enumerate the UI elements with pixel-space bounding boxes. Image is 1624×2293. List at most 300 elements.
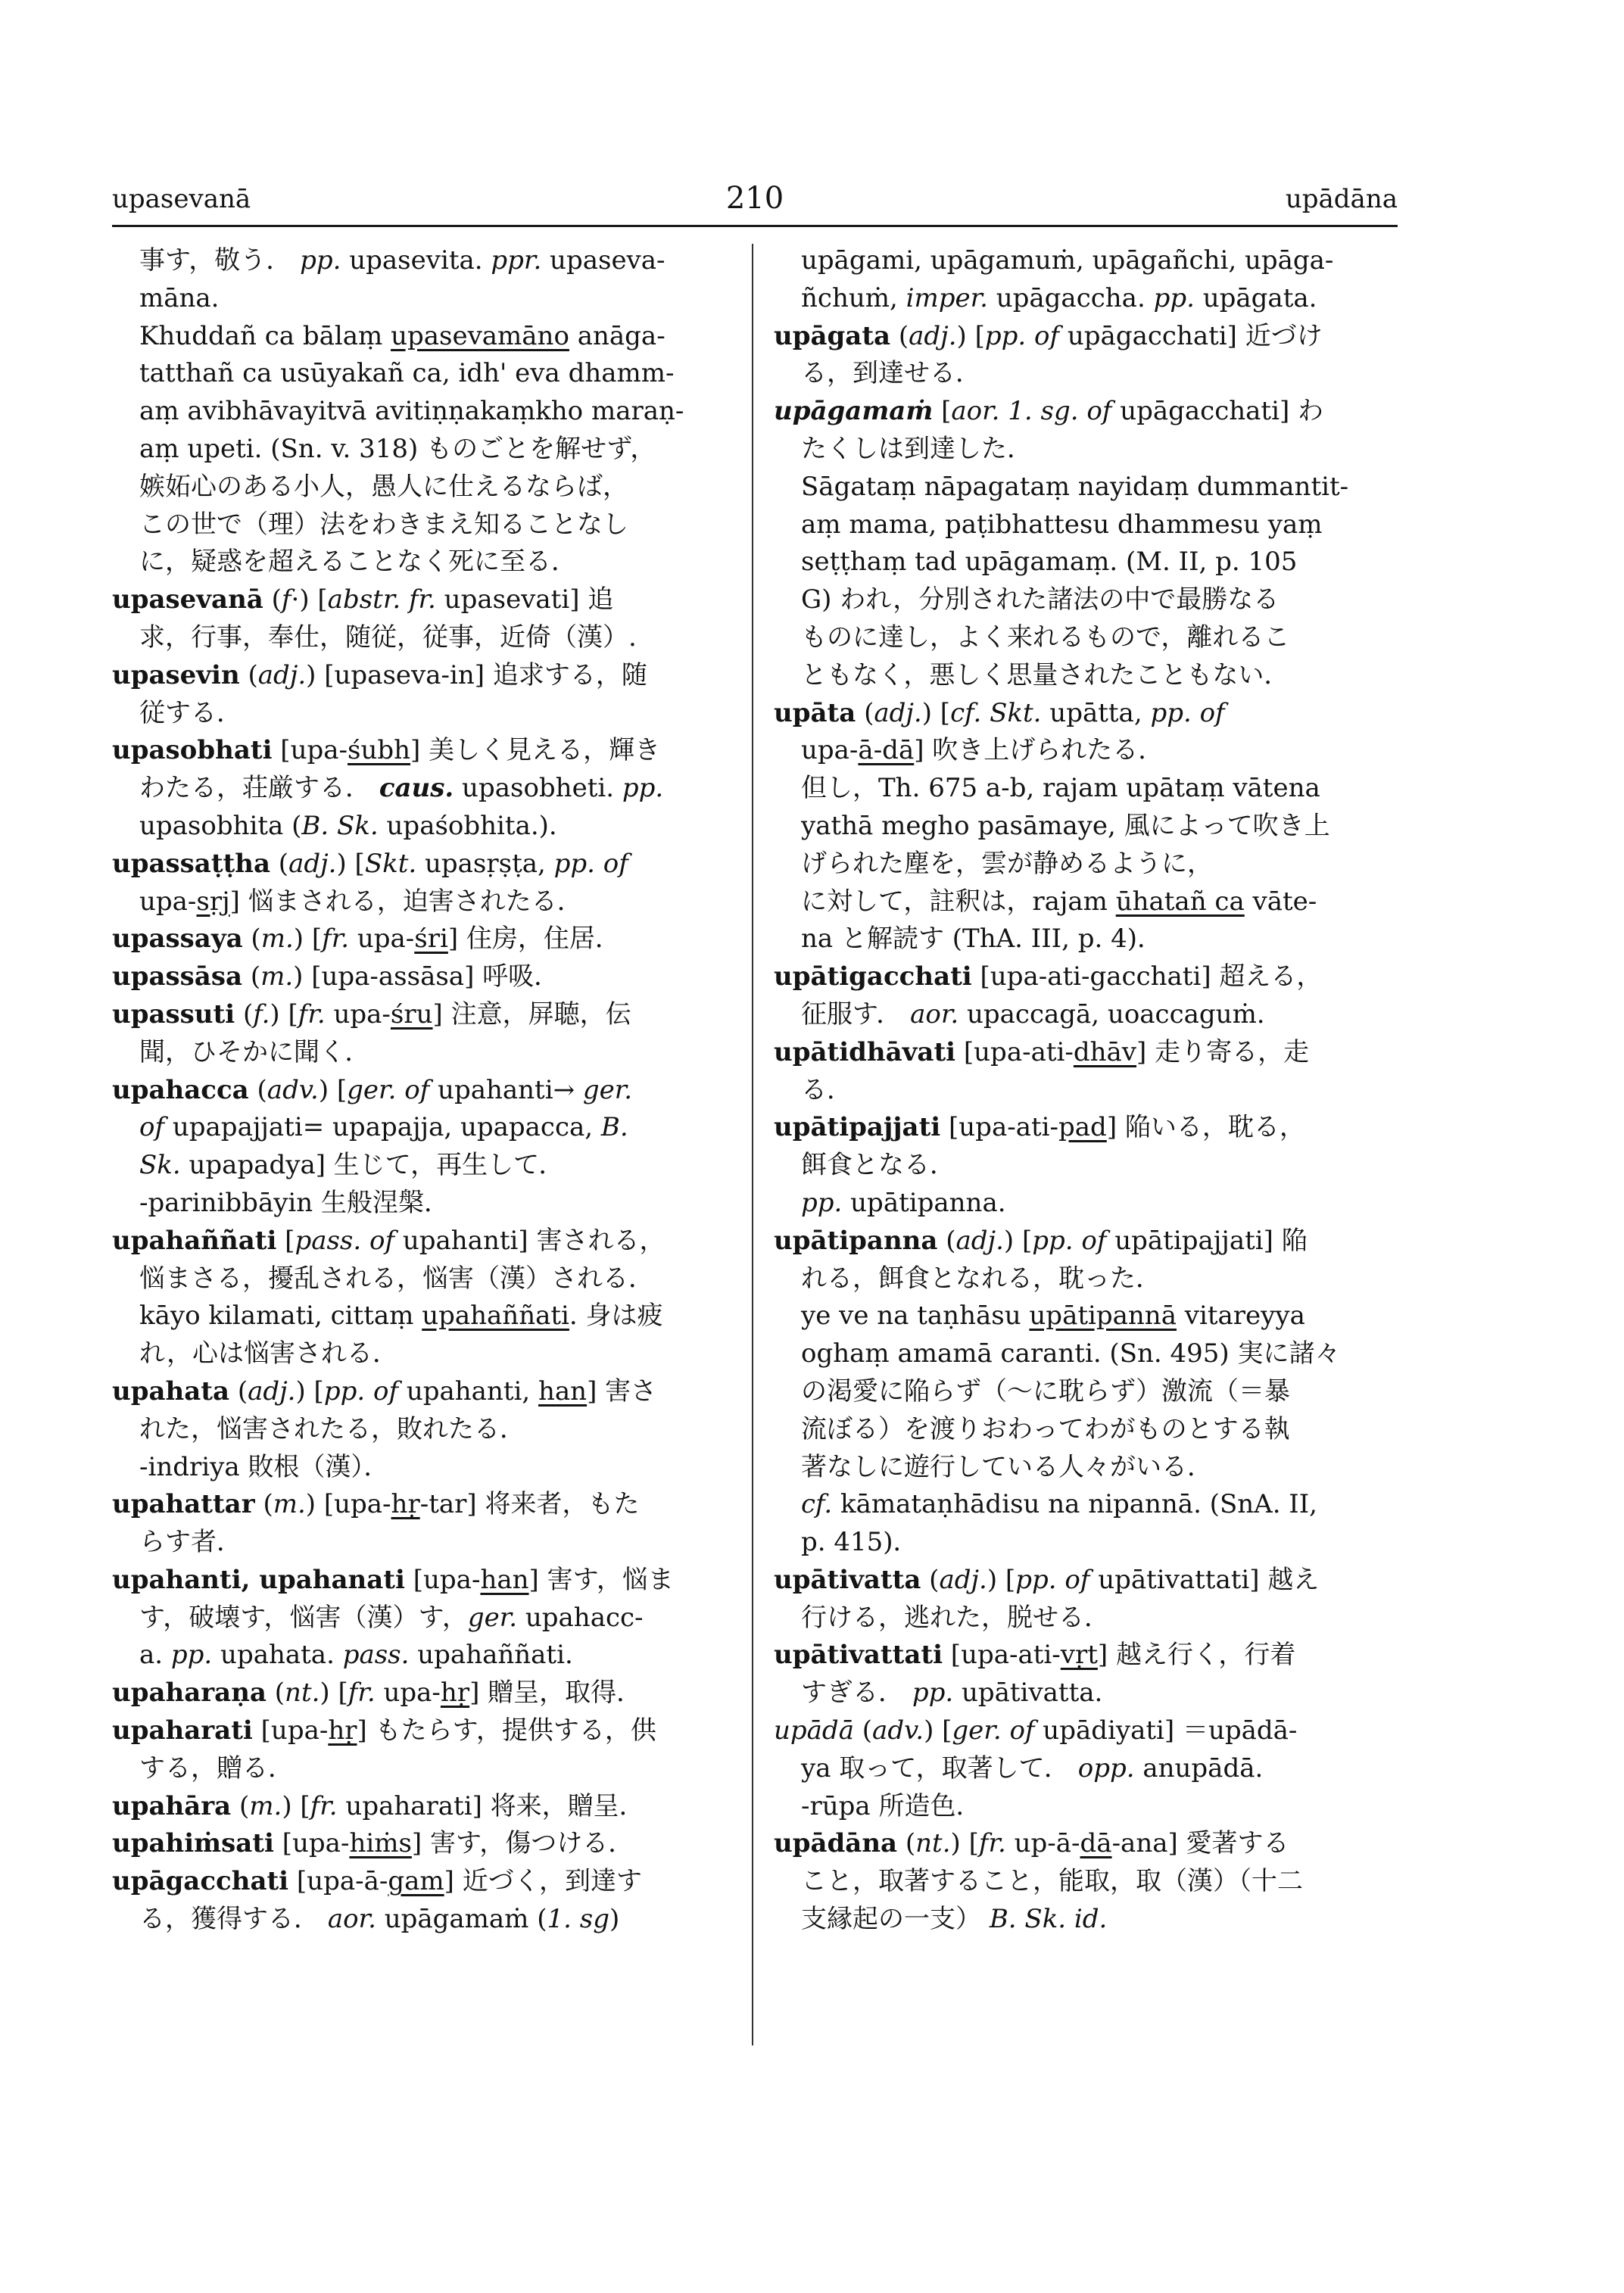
grammar-label: f — [281, 584, 291, 615]
entry-line — [774, 1072, 1398, 1110]
grammar-label: m. — [260, 924, 294, 955]
entry-line — [774, 1449, 1398, 1487]
grammar-label: pass. of — [295, 1225, 395, 1256]
entry-text: ) [ — [282, 1790, 310, 1821]
entry-text: upapadya] 生じて，再生して． — [180, 1150, 565, 1181]
page-header — [112, 181, 1398, 220]
entry-line — [774, 732, 1398, 770]
headword: upassāsa — [112, 961, 243, 992]
entry-text: upasevita. — [341, 245, 491, 276]
entry-line — [112, 657, 739, 695]
entry-line — [112, 393, 739, 431]
headword: upahaññati — [112, 1225, 277, 1256]
entry-line — [774, 695, 1398, 733]
entry-text: kāmataṇhādisu na nipannā. (SnA. II, — [832, 1489, 1317, 1520]
entry-text: [upa-ati-gacchati] 超える， — [971, 961, 1323, 992]
headword: upahāra — [112, 1790, 232, 1821]
entry-text: ものに達し，よく来れるもので，離れるこ — [801, 622, 1290, 653]
entry-text: ) [ — [1003, 1225, 1033, 1256]
entry-text: ( — [270, 848, 289, 879]
entry-text: ā-dā — [858, 735, 915, 766]
entry-line — [774, 1373, 1398, 1411]
grammar-label: pp. of — [1015, 1564, 1090, 1595]
entry-text: gam — [388, 1866, 444, 1897]
entry-text: げられた塵を，雲が静めるように， — [801, 848, 1213, 879]
entry-line — [112, 695, 739, 733]
grammar-label: pp. — [300, 245, 341, 276]
grammar-label: adj. — [909, 320, 957, 351]
entry-text: anāga- — [569, 320, 665, 351]
entry-text: aṃ mama, paṭibhattesu dhammesu yaṃ — [801, 509, 1323, 540]
entry-text: れた，悩害されたる，敗れたる． — [139, 1413, 525, 1444]
entry-line — [112, 1675, 739, 1712]
entry-text: . 身は疲 — [569, 1301, 663, 1332]
entry-text: ) [upaseva-in] 追求する，随 — [306, 659, 647, 690]
entry-text: [upa-ati- — [940, 1112, 1058, 1143]
entry-text: hṛ — [440, 1678, 470, 1709]
entry-line — [774, 355, 1398, 393]
entry-line — [774, 921, 1398, 958]
entry-line — [112, 619, 739, 657]
entry-text: ] 害す，傷つける． — [411, 1828, 634, 1859]
entry-line — [774, 1524, 1398, 1562]
entry-text: ( — [248, 1074, 267, 1105]
entry-line — [112, 1486, 739, 1524]
entry-text: 事す，敬う． — [139, 245, 301, 276]
grammar-label: fr. — [310, 1790, 338, 1821]
entry-text: vitareyya — [1176, 1301, 1305, 1332]
grammar-label: adj. — [257, 659, 307, 690]
entry-text: わたる，荘厳する． — [139, 773, 379, 804]
entry-line — [774, 1147, 1398, 1185]
entry-text: hiṁs — [349, 1828, 412, 1859]
entry-line — [774, 393, 1398, 431]
entry-text: ( — [937, 1225, 956, 1256]
entry-text: 嫉妬心のある小人，愚人に仕えるならば， — [139, 471, 628, 502]
entry-text: hṛ — [328, 1715, 357, 1746]
entry-text: 餌食となる． — [801, 1150, 955, 1181]
entry-text: śri — [414, 924, 448, 955]
entry-line — [112, 1901, 739, 1939]
headword: upāgacchati — [112, 1866, 289, 1897]
entry-text: pad — [1058, 1112, 1107, 1143]
entry-text: dhāv — [1073, 1036, 1137, 1067]
entry-line — [774, 770, 1398, 808]
entry-text: ñchuṁ, — [801, 282, 906, 313]
headword: upātipajjati — [774, 1112, 941, 1143]
entry-text: ( — [263, 584, 282, 615]
entry-text: upahata. — [212, 1640, 343, 1671]
entry-text: ) [ — [318, 1074, 348, 1105]
entry-text: upahacc- — [517, 1602, 644, 1633]
headword: upasevin — [112, 659, 240, 690]
entry-text: Khuddañ ca bālaṃ — [139, 320, 391, 351]
entry-line — [774, 619, 1398, 657]
entry-text: hṛ — [391, 1489, 420, 1520]
entry-text: 征服す． — [801, 999, 911, 1030]
entry-line — [112, 921, 739, 958]
entry-line — [112, 1562, 739, 1600]
entry-text: aṃ avibhāvayitvā avitiṇṇakaṃkho maraṇ- — [139, 396, 684, 427]
entry-text: vāte- — [1244, 886, 1317, 917]
entry-line — [774, 242, 1398, 280]
entry-text: kāyo kilamati, cittaṃ — [139, 1301, 422, 1332]
grammar-label: ger. — [582, 1074, 633, 1105]
entry-line — [112, 1223, 739, 1260]
column-divider — [752, 244, 753, 2045]
grammar-label: pp. of — [1032, 1225, 1107, 1256]
entry-line — [112, 846, 739, 883]
entry-line — [774, 1109, 1398, 1147]
entry-text: upa- — [325, 999, 391, 1030]
entry-text: upahaññati — [422, 1301, 569, 1332]
entry-text: ] 害す，悩ま — [528, 1564, 674, 1595]
entry-text: れ，心は悩害される． — [139, 1338, 399, 1369]
grammar-label: pp. — [622, 773, 664, 804]
entry-line — [774, 1223, 1398, 1260]
entry-line — [774, 846, 1398, 883]
entry-text: -tar] 将来者，もた — [419, 1489, 640, 1520]
entry-text: す，破壊す，悩害（漢）す， — [139, 1602, 468, 1633]
entry-line — [112, 1712, 739, 1750]
entry-text: yathā megho pasāmaye, 風によって吹き上 — [801, 810, 1330, 841]
entry-text: ( — [242, 924, 261, 955]
entry-text: ] 悩まされる，迫害されたる． — [229, 886, 583, 917]
grammar-label: adj. — [874, 697, 922, 728]
entry-text: p. 415)． — [801, 1527, 919, 1558]
entry-line — [112, 544, 739, 581]
entry-text: Sāgataṃ nāpagataṃ nayidaṃ dummantit- — [801, 471, 1349, 502]
grammar-label: adv. — [267, 1074, 319, 1105]
grammar-label: aor. 1. sg. of — [951, 396, 1112, 427]
entry-text: る． — [801, 1074, 853, 1105]
entry-text: G) われ，分別された諸法の中で最勝なる — [801, 584, 1280, 615]
entry-line — [774, 581, 1398, 619]
entry-line — [112, 996, 739, 1034]
entry-text: ) [ — [950, 1828, 979, 1859]
headword: upaharati — [112, 1715, 253, 1746]
entry-line — [774, 1901, 1398, 1939]
entry-text: -parinibbāyin 生般涅槃． — [139, 1187, 450, 1218]
entry-text: ( — [921, 1564, 940, 1595]
entry-text: ( — [853, 1715, 873, 1746]
entry-text: 但し，Th. 675 a-b, rajam upātaṃ vātena — [801, 773, 1320, 804]
headword: upahiṁsati — [112, 1828, 274, 1859]
entry-text: upasṛṣṭa, — [416, 848, 554, 879]
grammar-label: ger. of — [347, 1074, 430, 1105]
entry-line — [774, 1411, 1398, 1449]
entry-line — [112, 469, 739, 506]
entry-text: 流ぼる）を渡りおわってわがものとする執 — [801, 1413, 1290, 1444]
entry-line — [774, 1486, 1398, 1524]
entry-line — [774, 958, 1398, 996]
entry-text: upātta, — [1041, 697, 1151, 728]
entry-line — [112, 355, 739, 393]
entry-line — [112, 1825, 739, 1863]
headword: upasevanā — [112, 584, 263, 615]
entry-line — [112, 808, 739, 846]
entry-text: ] 近づく，到達す — [444, 1866, 643, 1897]
page-number: 210 — [725, 181, 784, 216]
grammar-label: fr. — [348, 1678, 376, 1709]
entry-line — [774, 1675, 1398, 1712]
entry-text: upādiyati] ＝upādā- — [1034, 1715, 1298, 1746]
header-right-guide-word: upādāna — [1285, 184, 1398, 214]
entry-line — [112, 1373, 739, 1411]
entry-text: seṭṭhaṃ tad upāgamaṃ. (M. II, p. 105 — [801, 547, 1298, 578]
entry-line — [112, 1335, 739, 1373]
headword: upasobhati — [112, 735, 273, 766]
entry-text: ) — [609, 1904, 620, 1935]
entry-line — [112, 1034, 739, 1072]
entry-line — [112, 1863, 739, 1901]
grammar-label: opp. — [1077, 1752, 1135, 1784]
grammar-label: pp. of — [553, 848, 628, 879]
headword: upāgata — [774, 320, 891, 351]
entry-line — [112, 1524, 739, 1562]
entry-text: upaśobhita.). — [378, 810, 557, 841]
entry-text: [upa-ati- — [955, 1036, 1074, 1067]
entry-line — [112, 280, 739, 318]
entry-line — [774, 1185, 1398, 1223]
entry-text: ) [ — [295, 1375, 324, 1407]
entry-text: up-ā- — [1005, 1828, 1080, 1859]
grammar-label: cf. — [801, 1489, 833, 1520]
entry-text: ) [ — [336, 848, 365, 879]
grammar-label: f. — [253, 999, 270, 1030]
grammar-label: fr. — [298, 999, 326, 1030]
entry-text: a. — [139, 1640, 171, 1671]
entry-line — [774, 1335, 1398, 1373]
grammar-label: adv. — [872, 1715, 924, 1746]
entry-text: upa- — [801, 735, 859, 766]
entry-text: ( — [890, 320, 909, 351]
entry-text: ūhatañ ca — [1115, 886, 1245, 917]
entry-text: [upa-ati- — [943, 1640, 1061, 1671]
entry-text: に，疑惑を超えることなく死に至る． — [139, 547, 577, 578]
entry-text: upātipajjati] 陥 — [1106, 1225, 1308, 1256]
entry-text: る，到達せる． — [801, 358, 981, 389]
grammar-label: aor. — [327, 1904, 376, 1935]
entry-text: ( — [231, 1790, 250, 1821]
entry-line — [112, 770, 739, 808]
entry-text: 聞，ひそかに聞く． — [139, 1036, 371, 1067]
entry-line — [774, 1750, 1398, 1788]
grammar-label: Sk. — [139, 1150, 181, 1181]
grammar-label: pp. — [801, 1187, 843, 1218]
entry-text: ( — [254, 1489, 273, 1520]
entry-text: ( — [266, 1678, 285, 1709]
entry-text: upasevamāno — [391, 320, 569, 351]
entry-line — [112, 1109, 739, 1147]
headword: upassaṭṭha — [112, 848, 270, 879]
grammar-label: B. — [600, 1112, 628, 1143]
grammar-label: abstr. fr. — [327, 584, 436, 615]
entry-text: upa- — [349, 924, 415, 955]
entry-text: upātivatta. — [953, 1678, 1103, 1709]
entry-line — [112, 1600, 739, 1637]
entry-text: ) [ — [293, 924, 323, 955]
entry-text: anupādā. — [1134, 1752, 1264, 1784]
entry-text: han — [480, 1564, 529, 1595]
entry-line — [774, 506, 1398, 544]
entry-text: -rūpa 所造色． — [801, 1790, 982, 1821]
grammar-label: pp. of — [323, 1375, 399, 1407]
grammar-label: adj. — [288, 848, 337, 879]
entry-text: [upa- — [404, 1564, 481, 1595]
entry-text: ] もたらす，提供する，供 — [357, 1715, 656, 1746]
entry-line — [774, 657, 1398, 695]
entry-line — [112, 242, 739, 280]
entry-line — [112, 1260, 739, 1298]
entry-text: śru — [390, 999, 433, 1030]
entry-line — [774, 1034, 1398, 1072]
entry-text: ) [ — [921, 697, 951, 728]
entry-text: に対して，註釈は，rajam — [801, 886, 1116, 917]
entry-text: ) [upa- — [305, 1489, 391, 1520]
grammar-label: upādā — [774, 1715, 854, 1746]
entry-text: らす者． — [139, 1527, 242, 1558]
entry-text: [ — [276, 1225, 295, 1256]
entry-text: する，贈る． — [139, 1752, 294, 1784]
headword: upassuti — [112, 999, 235, 1030]
entry-text: ] 贈呈，取得． — [469, 1678, 643, 1709]
headword: upātivatta — [774, 1564, 921, 1595]
entry-text: upaccagā, uoaccaguṁ. — [959, 999, 1265, 1030]
entry-text: upaharati] 将来，贈呈． — [337, 1790, 645, 1821]
entry-text: aṃ upeti. (Sn. v. 318) ものごとを解せず， — [139, 433, 656, 464]
entry-line — [774, 1788, 1398, 1826]
entry-text: ] 注意，屏聴，伝 — [432, 999, 631, 1030]
entry-line — [112, 958, 739, 996]
entry-text: 従する． — [139, 697, 242, 728]
entry-text: ( — [235, 999, 254, 1030]
entry-text: [upa- — [252, 1715, 329, 1746]
entry-line — [774, 544, 1398, 581]
entry-text: māna. — [139, 282, 220, 313]
entry-line — [774, 280, 1398, 318]
entry-line — [774, 1260, 1398, 1298]
entry-text: ] 害さ — [587, 1375, 657, 1407]
entry-line — [774, 883, 1398, 921]
grammar-label: pp. — [170, 1640, 213, 1671]
entry-text: upahanti→ — [429, 1074, 583, 1105]
entry-text: ) [ — [270, 999, 298, 1030]
entry-text: ] 越え行く，行着 — [1097, 1640, 1296, 1671]
entry-text: [upa-ā- — [288, 1866, 388, 1897]
entry-line — [112, 506, 739, 544]
grammar-label: Skt. — [364, 848, 417, 879]
entry-line — [112, 1750, 739, 1788]
entry-line — [112, 1298, 739, 1335]
entry-text: upasobhita ( — [139, 810, 302, 841]
entry-text: dā — [1080, 1828, 1112, 1859]
grammar-label: fr. — [978, 1828, 1006, 1859]
headword: upātipanna — [774, 1225, 938, 1256]
entry-line — [774, 996, 1398, 1034]
entry-text: han — [538, 1375, 588, 1407]
entry-line — [774, 431, 1398, 469]
entry-line — [774, 1637, 1398, 1675]
headword: upaharaṇa — [112, 1678, 267, 1709]
entry-text: ) [ — [987, 1564, 1016, 1595]
entry-line — [112, 732, 739, 770]
entry-text: [upa- — [272, 735, 348, 766]
entry-text: ] 走り寄る，走 — [1136, 1036, 1310, 1067]
entry-text: tatthañ ca usūyakañ ca, idh' eva dhamm- — [139, 358, 675, 389]
entry-line — [112, 1411, 739, 1449]
entry-line — [112, 431, 739, 469]
entry-text: upasobheti. — [454, 773, 622, 804]
entry-line — [774, 1600, 1398, 1637]
entry-text: upāgaccha. — [987, 282, 1154, 313]
right-column — [774, 242, 1398, 1939]
grammar-label: B. Sk. — [301, 810, 379, 841]
entry-text: ( — [897, 1828, 916, 1859]
entry-text: śubh — [348, 735, 411, 766]
entry-text: upāgami, upāgamuṁ, upāgañchi, upāga- — [801, 245, 1334, 276]
headword: upātidhāvati — [774, 1036, 956, 1067]
entry-text: upātivattati] 越え — [1089, 1564, 1320, 1595]
entry-text: ] 美しく見える，輝き — [410, 735, 661, 766]
entry-text: upahanti, — [398, 1375, 538, 1407]
entry-text: ] 住房，住居． — [447, 924, 621, 955]
entry-text: -indriya 敗根（漢）． — [139, 1451, 390, 1482]
entry-text: たくしは到達した． — [801, 433, 1033, 464]
grammar-label: cf. Skt. — [950, 697, 1042, 728]
headword: upahattar — [112, 1489, 255, 1520]
entry-text: ·) [ — [291, 584, 328, 615]
entry-text: ( — [856, 697, 874, 728]
entry-text: upa- — [375, 1678, 441, 1709]
entry-text: upātipannā — [1029, 1301, 1177, 1332]
entry-text: upahaññati. — [409, 1640, 573, 1671]
entry-text: の渇愛に陥らず（〜に耽らず）激流（＝暴 — [801, 1375, 1290, 1407]
entry-text: ( — [242, 961, 261, 992]
grammar-label: nt. — [915, 1828, 951, 1859]
entry-text: 悩まさる，擾乱される，悩害（漢）される． — [139, 1263, 654, 1294]
entry-text: こと，取著すること，能取，取（漢）（十二 — [801, 1866, 1303, 1897]
entry-text: ) [ — [956, 320, 985, 351]
headword: upāgamaṁ — [774, 396, 934, 427]
entry-line — [774, 1712, 1398, 1750]
header-rule — [112, 225, 1398, 227]
entry-text: ye ve na taṇhāsu — [801, 1301, 1030, 1332]
entry-line — [112, 1449, 739, 1487]
entry-text: る，獲得する． — [139, 1904, 328, 1935]
entry-text: upātipanna. — [842, 1187, 1006, 1218]
entry-text: upa- — [139, 886, 197, 917]
grammar-label: m. — [249, 1790, 282, 1821]
entry-line — [112, 1185, 739, 1223]
entry-text: oghaṃ amamā caranti. (Sn. 495) 実に諸々 — [801, 1338, 1341, 1369]
headword: upātivattati — [774, 1640, 943, 1671]
grammar-label: fr. — [322, 924, 350, 955]
entry-line — [112, 1147, 739, 1185]
grammar-label: 1. sg — [547, 1904, 609, 1935]
grammar-label: pp. of — [984, 320, 1060, 351]
entry-text: upāgata. — [1194, 282, 1317, 313]
grammar-label: ger. of — [952, 1715, 1035, 1746]
grammar-label: adj. — [248, 1375, 296, 1407]
grammar-label: of — [139, 1112, 165, 1143]
entry-line — [774, 1562, 1398, 1600]
entry-line — [774, 808, 1398, 846]
grammar-label: m. — [260, 961, 294, 992]
entry-line — [774, 469, 1398, 506]
headword: caus. — [379, 773, 454, 804]
entry-text: ) [upa-assāsa] 呼吸． — [293, 961, 560, 992]
